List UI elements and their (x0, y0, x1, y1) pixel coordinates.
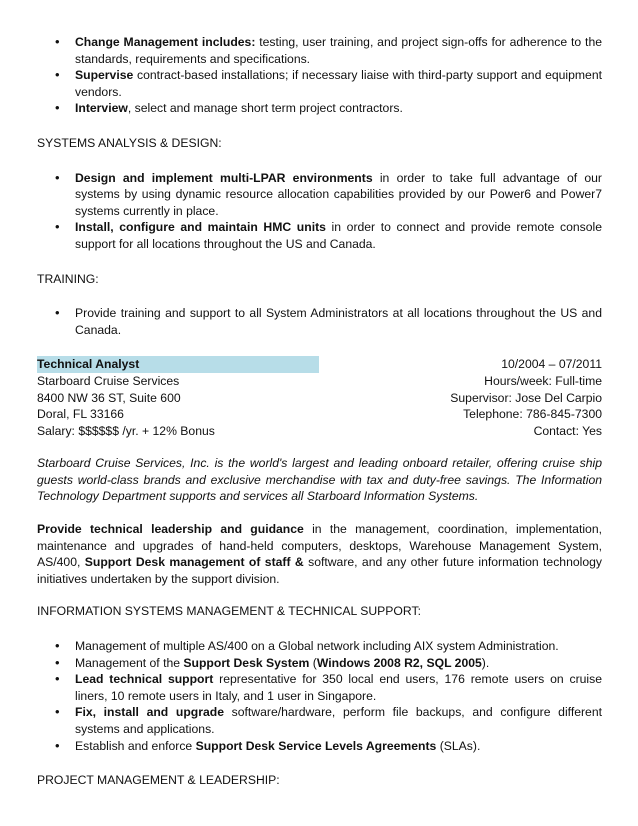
list-item: • Fix, install and upgrade software/hardware, perform file backups, and configure different systems and applications. (37, 704, 602, 737)
change-management-list (37, 34, 602, 117)
list-item: • Management of multiple AS/400 on a Global network including AIX system Administration. (37, 638, 602, 655)
job-dates: 10/2004 – 07/2011 (501, 357, 602, 372)
training-list (37, 305, 602, 338)
company-description: Starboard Cruise Services, Inc. is the world's largest and leading onboard retailer, offering cruise ship guests world-class brands and exclusive merchandise with tax and duty-free savings. The Information Technology Department supports and services all Starboard Information Systems. (37, 456, 602, 504)
systems-list (37, 170, 602, 253)
resume-content (37, 34, 602, 789)
systems-heading: SYSTEMS ANALYSIS & DESIGN: (37, 135, 222, 150)
list-item: • Lead technical support representative for 350 local end users, 176 remote users on cruise liners, 10 remote users in Italy, and 1 user in Singapore. (37, 671, 602, 704)
info-systems-list (37, 638, 602, 754)
leadership-paragraph: Provide technical leadership and guidance in the management, coordination, implementation, maintenance and upgrades of hand-held computers, desktops, Warehouse Management System, AS/400, Support Desk management of staff & software, and any other future information technology initiatives undertaken by the support division. (37, 522, 603, 586)
company-name: Starboard Cruise Services (37, 373, 180, 388)
list-item: • Management of the Support Desk System (Windows 2008 R2, SQL 2005). (37, 655, 602, 672)
list-item: • Provide training and support to all System Administrators at all locations throughout the US and Canada. (37, 305, 602, 338)
list-item: • Establish and enforce Support Desk Service Levels Agreements (SLAs). (37, 738, 602, 755)
job-contact: Contact: Yes (533, 423, 602, 438)
company-city: Doral, FL 33166 (37, 407, 124, 422)
job-header (37, 356, 602, 439)
list-item: • Design and implement multi-LPAR environments in order to take full advantage of our systems by using dynamic resource allocation capabilities provided by our Power6 and Power7 systems currently in place. (37, 170, 602, 220)
job-telephone: Telephone: 786-845-7300 (463, 407, 602, 422)
list-item: • Change Management includes: testing, user training, and project sign-offs for adherence to the standards, requirements and specifications. (37, 34, 602, 67)
training-heading: TRAINING: (37, 271, 99, 286)
job-salary: Salary: $$$$$$ /yr. + 12% Bonus (37, 423, 215, 438)
info-systems-heading: INFORMATION SYSTEMS MANAGEMENT & TECHNICAL SUPPORT: (37, 604, 421, 619)
job-supervisor: Supervisor: Jose Del Carpio (450, 390, 602, 405)
list-item: • Install, configure and maintain HMC units in order to connect and provide remote console support for all locations throughout the US and Canada. (37, 219, 602, 252)
project-heading: PROJECT MANAGEMENT & LEADERSHIP: (37, 773, 280, 788)
list-item: • Interview, select and manage short term project contractors. (37, 100, 602, 117)
company-address: 8400 NW 36 ST, Suite 600 (37, 390, 181, 405)
job-title: Technical Analyst (37, 356, 319, 373)
list-item: • Supervise contract-based installations; if necessary liaise with third-party support and equipment vendors. (37, 67, 602, 100)
job-hours: Hours/week: Full-time (484, 373, 602, 388)
